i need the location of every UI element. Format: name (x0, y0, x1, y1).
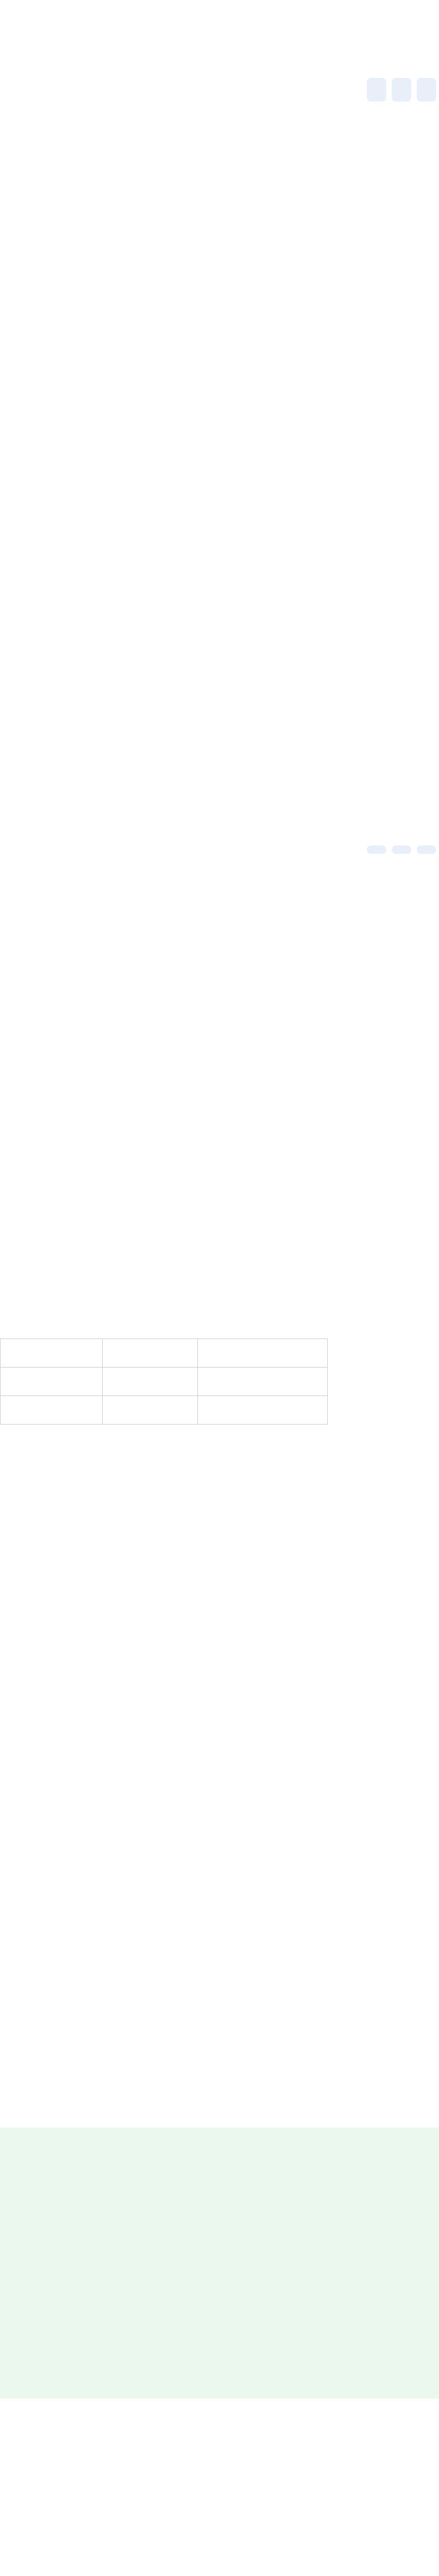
table-cell (198, 1396, 328, 1425)
exercise-header-2 (0, 834, 439, 854)
table-header-diff (103, 1339, 198, 1368)
table-header-same (1, 1339, 103, 1368)
table-header-trevor (103, 1368, 198, 1396)
comparison-table-ru-1 (0, 1338, 328, 1425)
prev-exercise-button[interactable] (367, 78, 386, 102)
exercise-header (0, 70, 439, 110)
table-cell (103, 1396, 198, 1425)
next-exercise-button-2[interactable] (392, 845, 411, 854)
table-header-kevin (198, 1368, 328, 1396)
exercise-nav (367, 78, 436, 102)
exercise-nav-2 (367, 845, 436, 854)
prev-exercise-button-2[interactable] (367, 845, 386, 854)
table-cell (1, 1396, 103, 1425)
all-exercises-button[interactable] (417, 78, 436, 102)
all-exercises-button-2[interactable] (417, 845, 436, 854)
next-exercise-button[interactable] (392, 78, 411, 102)
answer-block (0, 2128, 439, 2399)
intro-text (0, 0, 439, 4)
